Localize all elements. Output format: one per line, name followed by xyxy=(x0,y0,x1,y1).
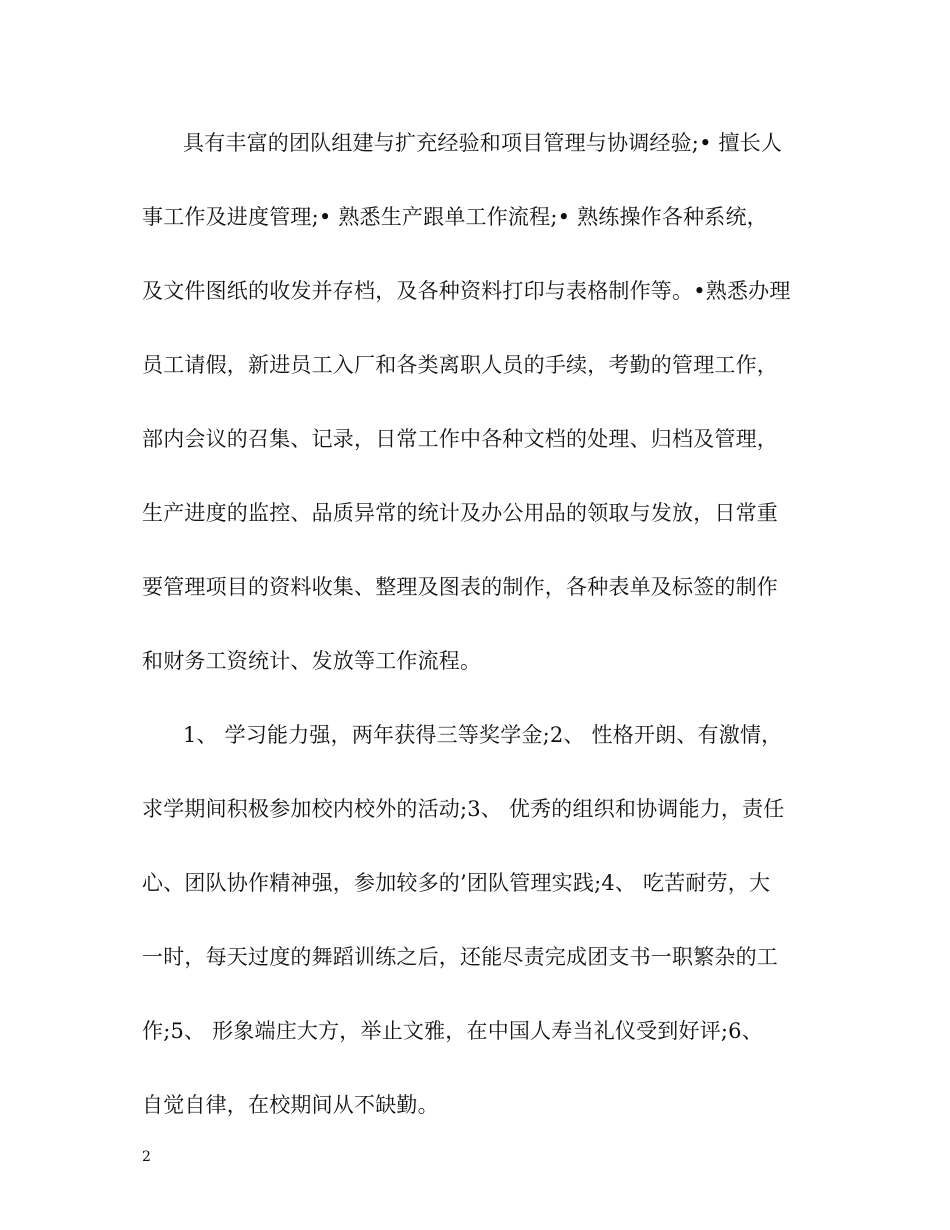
paragraph-1-line-3: 及文件图纸的收发并存档，及各种资料打印与表格制作等。•熟悉办理 xyxy=(142,279,791,303)
paragraph-1-line-1: 具有丰富的团队组建与扩充经验和项目管理与协调经验;• 擅长人 xyxy=(183,131,783,155)
paragraph-2-line-6: 自觉自律，在校期间从不缺勤。 xyxy=(142,1093,439,1117)
paragraph-1-line-8: 和财务工资统计、发放等工作流程。 xyxy=(142,649,482,673)
paragraph-2-line-3: 心、团队协作精神强，参加较多的’团队管理实践;4、 吃苦耐劳，大 xyxy=(142,871,771,895)
paragraph-2-line-2: 求学期间积极参加校内校外的活动;3、 优秀的组织和协调能力，责任 xyxy=(142,797,785,821)
paragraph-1-line-7: 要管理项目的资料收集、整理及图表的制作，各种表单及标签的制作 xyxy=(142,575,778,599)
paragraph-1-line-6: 生产进度的监控、品质异常的统计及办公用品的领取与发放，日常重 xyxy=(142,501,778,525)
paragraph-2-line-1: 1、 学习能力强，两年获得三等奖学金;2、 性格开朗、有激情， xyxy=(183,723,783,747)
page-number: 2 xyxy=(142,1149,151,1165)
paragraph-1-line-2: 事工作及进度管理;• 熟悉生产跟单工作流程;• 熟练操作各种系统， xyxy=(142,205,768,229)
paragraph-2-line-4: 一时，每天过度的舞蹈训练之后，还能尽责完成团支书一职繁杂的工 xyxy=(142,945,778,969)
paragraph-1-line-4: 员工请假，新进员工入厂和各类离职人员的手续，考勤的管理工作， xyxy=(142,353,778,377)
paragraph-1-line-5: 部内会议的召集、记录，日常工作中各种文档的处理、归档及管理， xyxy=(142,427,778,451)
paragraph-2-line-5: 作;5、 形象端庄大方，举止文雅，在中国人寿当礼仪受到好评;6、 xyxy=(142,1019,763,1043)
